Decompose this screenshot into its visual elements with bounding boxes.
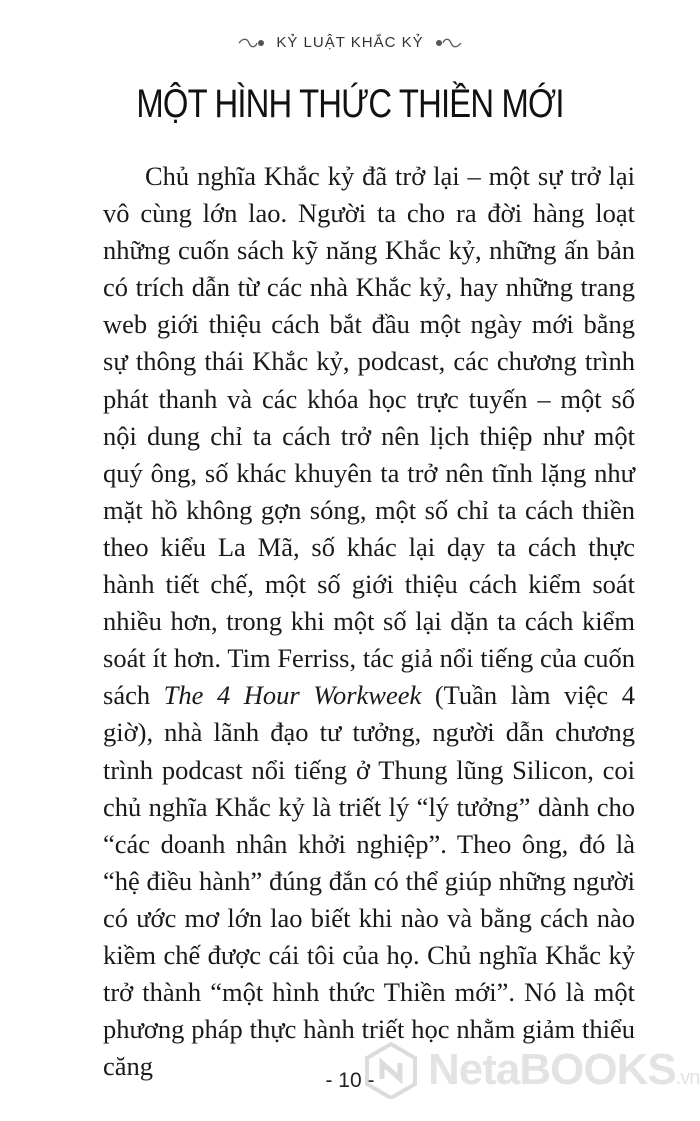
netabooks-logo-icon <box>362 1041 420 1099</box>
running-title: KỶ LUẬT KHẮC KỶ <box>276 34 424 51</box>
watermark-text <box>428 1045 699 1095</box>
running-header <box>0 34 700 51</box>
paragraph-text-part-1: Chủ nghĩa Khắc kỷ đã trở lại – một sự trở lại vô cùng lớn lao. Người ta cho ra đời hàng loạt những cuốn sách kỹ năng Khắc kỷ, những ấn bản có trích dẫn từ các nhà Khắc kỷ, hay những trang web giới thiệu cách bắt đầu một ngày mới bằng sự thông thái Khắc kỷ, podcast, các chương trình phát thanh và các khóa học trực tuyến – một số nội dung chỉ ta cách trở nên lịch thiệp như một quý ông, số khác khuyên ta trở nên tĩnh lặng như mặt hồ không gợn sóng, một số chỉ ta cách thiền theo kiểu La Mã, số khác lại dạy ta cách thực hành tiết chế, một số giới thiệu cách kiểm soát nhiều hơn, trong khi một số lại dặn ta cách kiểm soát ít hơn. Tim Ferriss, tác giả nổi tiếng của cuốn sách <box>103 161 635 711</box>
page-number: - 10 - <box>325 1069 375 1092</box>
watermark-suffix: .vn <box>675 1067 700 1089</box>
watermark-brand: NetaBOOKS <box>428 1045 676 1094</box>
right-ornament-icon <box>434 37 462 49</box>
book-title-italic: The 4 Hour Workweek <box>163 680 422 711</box>
watermark <box>362 1041 699 1099</box>
chapter-title: MỘT HÌNH THỨC THIỀN MỚI <box>136 82 564 126</box>
left-ornament-icon <box>238 37 266 49</box>
body-paragraph <box>103 158 635 1085</box>
paragraph-text-part-2: (Tuần làm việc 4 giờ), nhà lãnh đạo tư tưởng, người dẫn chương trình podcast nổi tiếng ở Thung lũng Silicon, coi chủ nghĩa Khắc kỷ là triết lý “lý tưởng” dành cho “các doanh nhân khởi nghiệp”. Theo ông, đó là “hệ điều hành” đúng đắn có thể giúp những người có ước mơ lớn lao biết khi nào và bằng cách nào kiềm chế được cái tôi của họ. Chủ nghĩa Khắc kỷ trở thành “một hình thức Thiền mới”. Nó là một phương pháp thực hành triết học nhằm giảm thiểu căng <box>103 680 635 1082</box>
